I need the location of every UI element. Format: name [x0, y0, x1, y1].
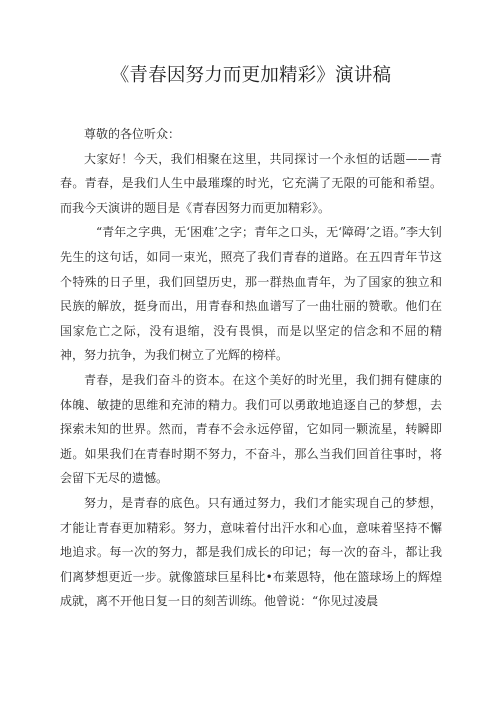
paragraph-quote: “青年之字典，无‘困难’之字；青年之口头，无‘障碍’之语。”李大钊先生的这句话，如同一束光，照亮了我们青春的道路。在五四青年节这个特殊的日子里，我们回望历史，那一群热血青年，为了国家的独立和民族的解放，挺身而出，用青春和热血谱写了一曲壮丽的赞歌。他们在国家危亡之际，没有退缩，没有畏惧，而是以坚定的信念和不屈的精神，努力抗争，为我们树立了光辉的榜样。 — [60, 225, 442, 363]
salutation: 尊敬的各位听众： — [84, 127, 181, 141]
paragraph-greeting: 大家好！今天，我们相聚在这里，共同探讨一个永恒的话题——青春。青春，是我们人生中最璀璨的时光，它充满了无限的可能和希望。而我今天演讲的题目是《青春因努力而更加精彩》。 — [60, 151, 442, 215]
paragraph-youth-capital: 青春，是我们奋斗的资本。在这个美好的时光里，我们拥有健康的体魄、敏捷的思维和充沛的精力。我们可以勇敢地追逐自己的梦想，去探索未知的世界。然而，青春不会永远停留，它如同一颗流星，转瞬即逝。如果我们在青春时期不努力，不奋斗，那么当我们回首往事时，将会留下无尽的遗憾。 — [60, 372, 442, 486]
document-body — [60, 122, 442, 614]
document-title: 《青春因努力而更加精彩》演讲稿 — [110, 65, 392, 86]
paragraph-effort: 努力，是青春的底色。只有通过努力，我们才能实现自己的梦想，才能让青春更加精彩。努力，意味着付出汗水和心血，意味着坚持不懈地追求。每一次的努力，都是我们成长的印记；每一次的奋斗，都让我们离梦想更近一步。就像篮球巨星科比•布莱恩特，他在篮球场上的辉煌成就，离不开他日复一日的刻苦训练。他曾说：“你见过凌晨 — [60, 495, 442, 609]
